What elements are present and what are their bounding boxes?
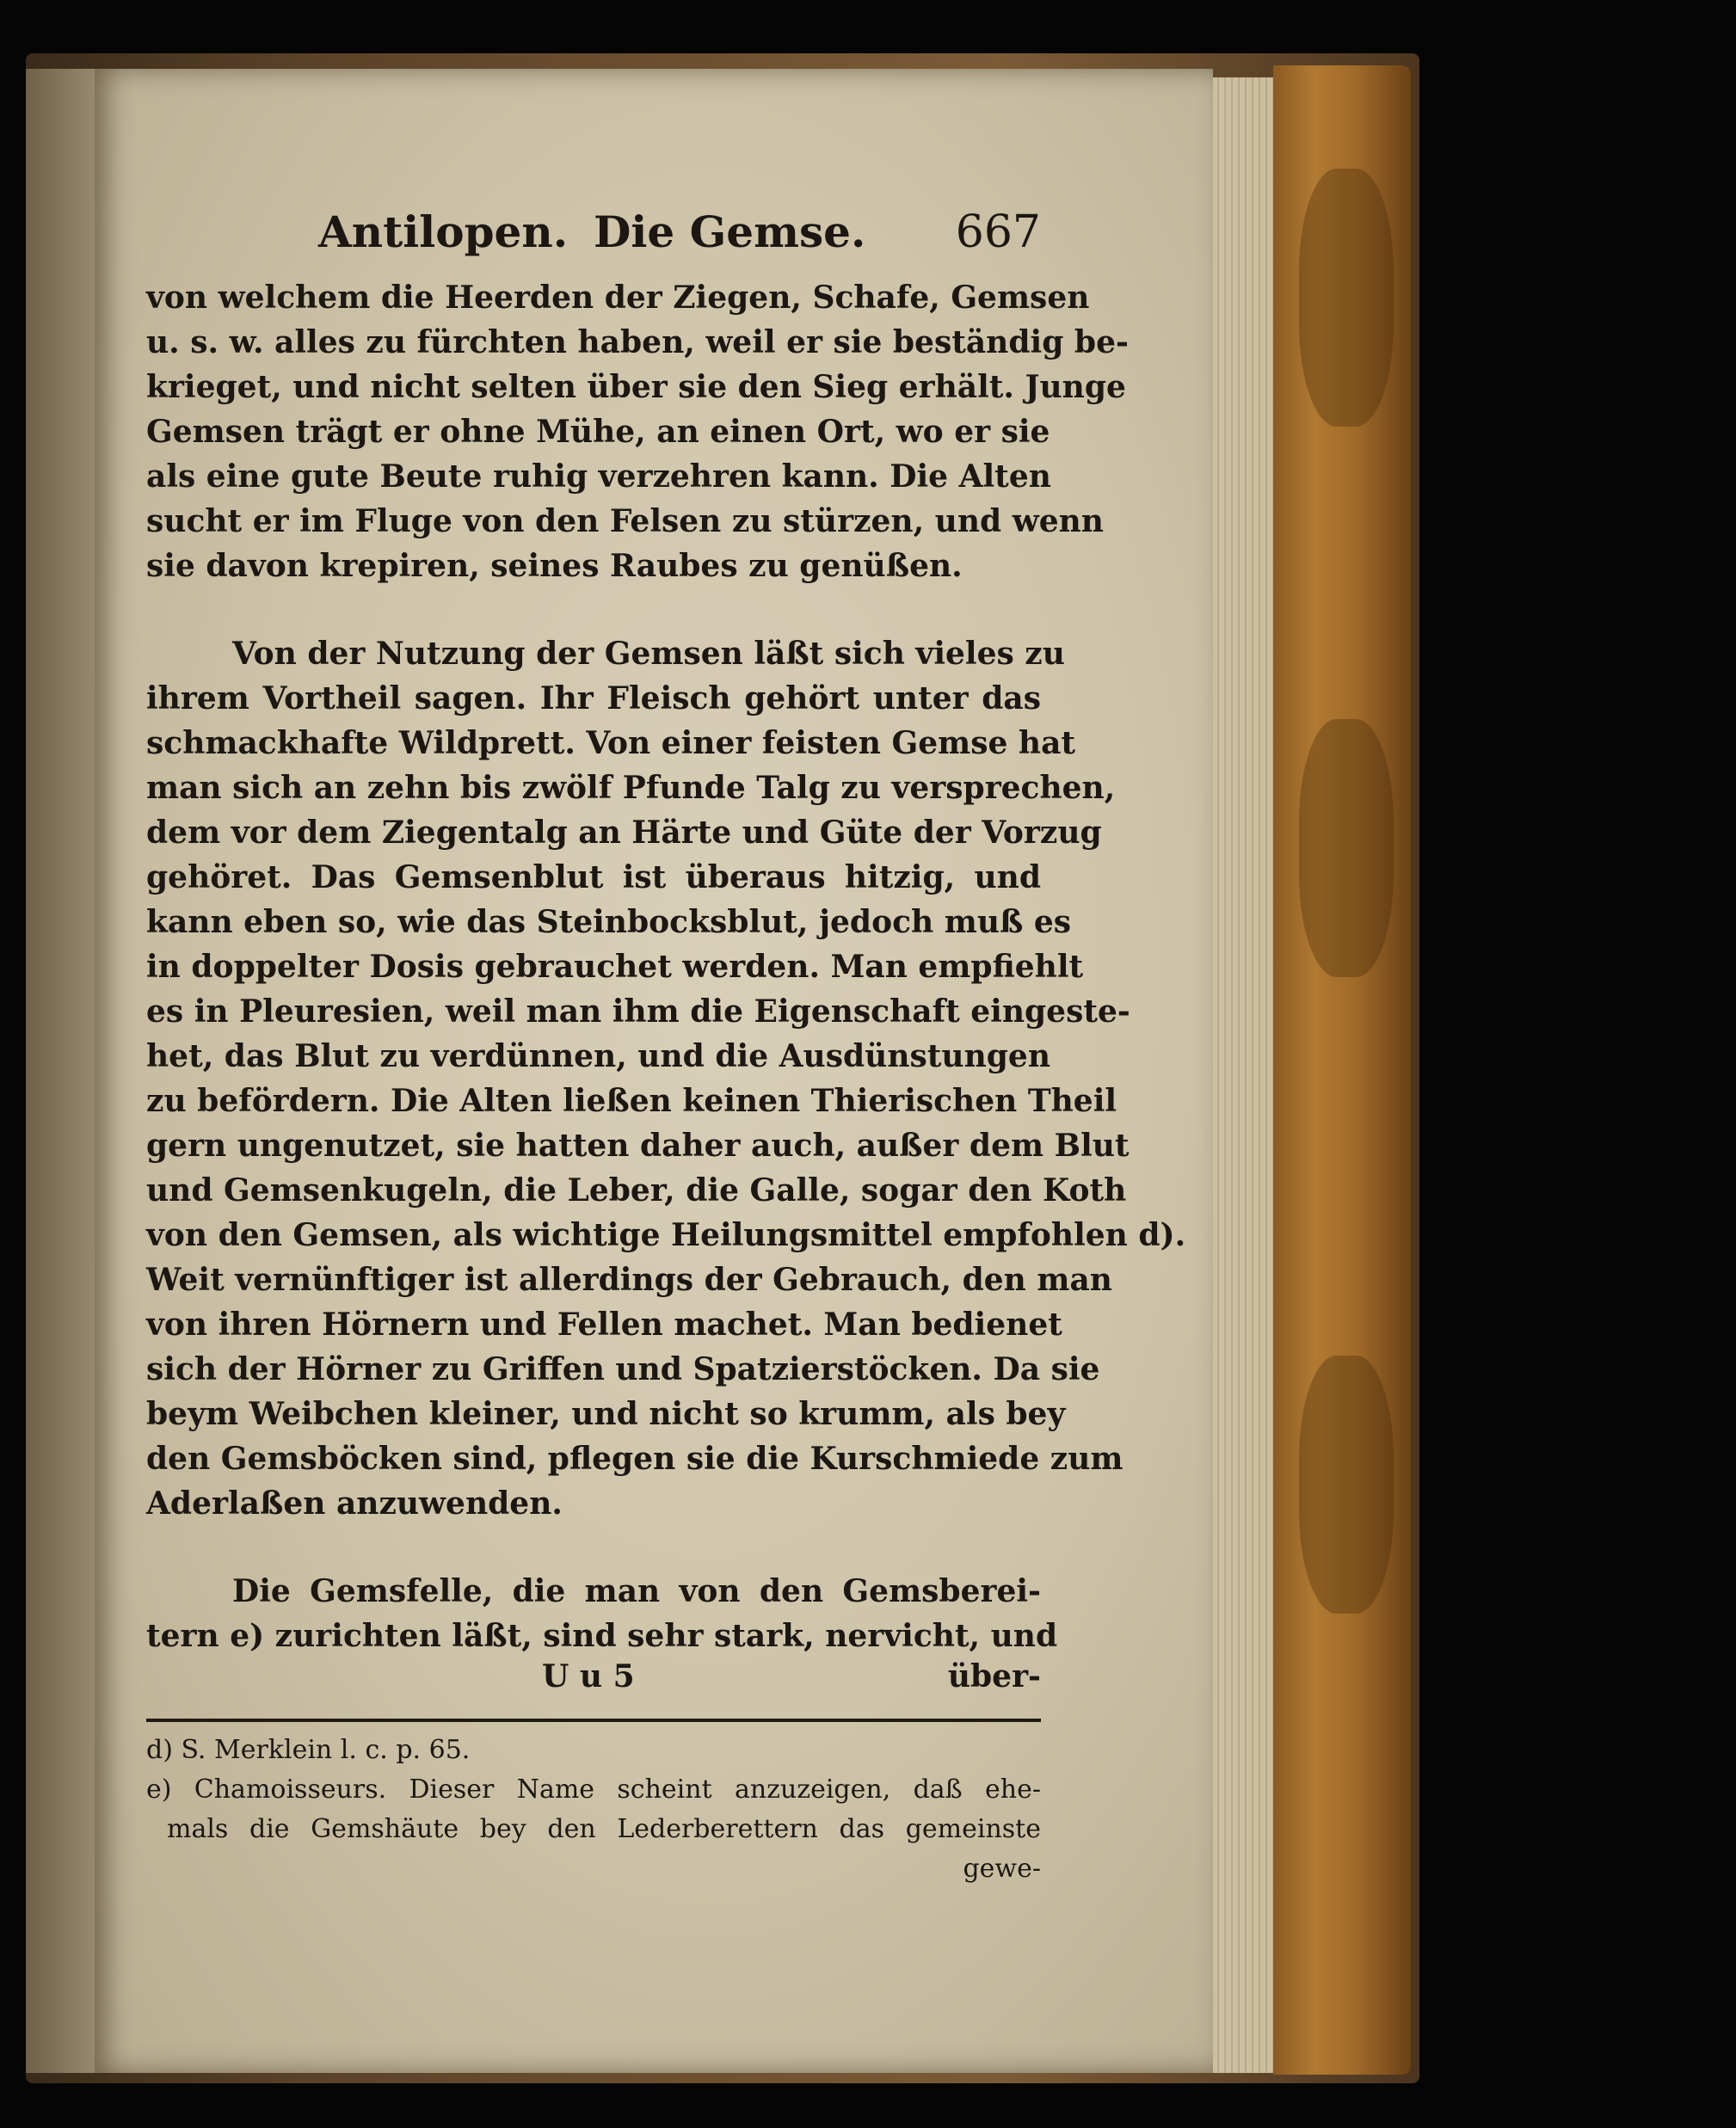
cover-mottle: [1299, 169, 1394, 427]
signature-row: [146, 1658, 1041, 1703]
text-line: von ihren Hörnern und Fellen machet. Man bedienet: [146, 1307, 1062, 1343]
text-line: krieget, und nicht selten über sie den Sieg erhält. Junge: [146, 369, 1126, 405]
text-line: sucht er im Fluge von den Felsen zu stürzen, und wenn: [146, 503, 1104, 539]
text-line: den Gemsböcken sind, pflegen sie die Kurschmiede zum: [146, 1441, 1123, 1477]
text-line: gern ungenutzet, sie hatten daher auch, außer dem Blut: [146, 1128, 1130, 1164]
footnotes: [146, 1731, 1041, 1889]
text-line: von den Gemsen, als wichtige Heilungsmittel empfohlen d).: [146, 1217, 1186, 1253]
text-line: Weit vernünftiger ist allerdings der Gebrauch, den man: [146, 1262, 1112, 1298]
text-line: und Gemsenkugeln, die Leber, die Galle, sogar den Koth: [146, 1172, 1127, 1209]
text-line: Die Gemsfelle, die man von den Gemsberei-: [232, 1573, 1041, 1609]
cover-mottle: [1299, 719, 1394, 977]
text-line: het, das Blut zu verdünnen, und die Ausdünstungen: [146, 1038, 1051, 1074]
page-fore-edges: [1213, 77, 1273, 2073]
paragraph: [146, 631, 1186, 1526]
text-line: in doppelter Dosis gebrauchet werden. Man empfiehlt: [146, 949, 1084, 985]
footnote-line: gewe-: [963, 1854, 1041, 1884]
paragraph: [146, 1569, 1058, 1658]
text-line: kann eben so, wie das Steinbocksblut, jedoch muß es: [146, 904, 1072, 940]
page-number: 667: [955, 206, 1041, 258]
running-head: [146, 196, 1041, 275]
running-head-center: Die Gemse.: [594, 206, 866, 257]
text-line: Aderlaßen anzuwenden.: [146, 1485, 563, 1522]
leather-cover-edge: [1273, 65, 1411, 2075]
text-line: sich der Hörner zu Griffen und Spatzierstöcken. Da sie: [146, 1351, 1100, 1387]
text-line: schmackhafte Wildprett. Von einer feisten Gemse hat: [146, 725, 1076, 761]
text-line: von welchem die Heerden der Ziegen, Schafe, Gemsen: [146, 280, 1090, 316]
text-line: tern e) zurichten läßt, sind sehr stark, nervicht, und: [146, 1618, 1058, 1654]
text-line: sie davon krepiren, seines Raubes zu genüßen.: [146, 548, 963, 584]
text-line: man sich an zehn bis zwölf Pfunde Talg zu versprechen,: [146, 770, 1116, 806]
signature-mark: U u 5: [542, 1658, 635, 1694]
footnote-line: mals die Gemshäute bey den Lederberettern das gemeinste: [167, 1814, 1041, 1844]
text-line: als eine gute Beute ruhig verzehren kann. Die Alten: [146, 458, 1051, 495]
paragraph: [146, 275, 1129, 588]
text-line: u. s. w. alles zu fürchten haben, weil er sie beständig be-: [146, 324, 1129, 360]
cover-mottle: [1299, 1356, 1394, 1614]
text-line: es in Pleuresien, weil man ihm die Eigenschaft eingeste-: [146, 993, 1130, 1030]
text-line: ihrem Vortheil sagen. Ihr Fleisch gehört unter das: [146, 680, 1041, 717]
text-line: Von der Nutzung der Gemsen läßt sich vieles zu: [232, 636, 1065, 672]
text-line: zu befördern. Die Alten ließen keinen Thierischen Theil: [146, 1083, 1117, 1119]
footnote-line: d) S. Merklein l. c. p. 65.: [146, 1735, 471, 1765]
paragraph-gap: [146, 588, 1041, 631]
text-line: dem vor dem Ziegentalg an Härte und Güte der Vorzug: [146, 815, 1102, 851]
footnote-line: e) Chamoisseurs. Dieser Name scheint anzuzeigen, daß ehe-: [146, 1774, 1041, 1805]
text-line: beym Weibchen kleiner, und nicht so krumm, als bey: [146, 1396, 1066, 1432]
catchword: über-: [947, 1658, 1041, 1694]
text-line: Gemsen trägt er ohne Mühe, an einen Ort, wo er sie: [146, 414, 1050, 450]
footnote-rule: [146, 1719, 1041, 1722]
page-text-block: [146, 196, 1186, 1889]
text-line: gehöret. Das Gemsenblut ist überaus hitzig, und: [146, 859, 1041, 895]
running-head-left: Antilopen.: [318, 206, 569, 257]
paragraph-gap: [146, 1526, 1041, 1569]
